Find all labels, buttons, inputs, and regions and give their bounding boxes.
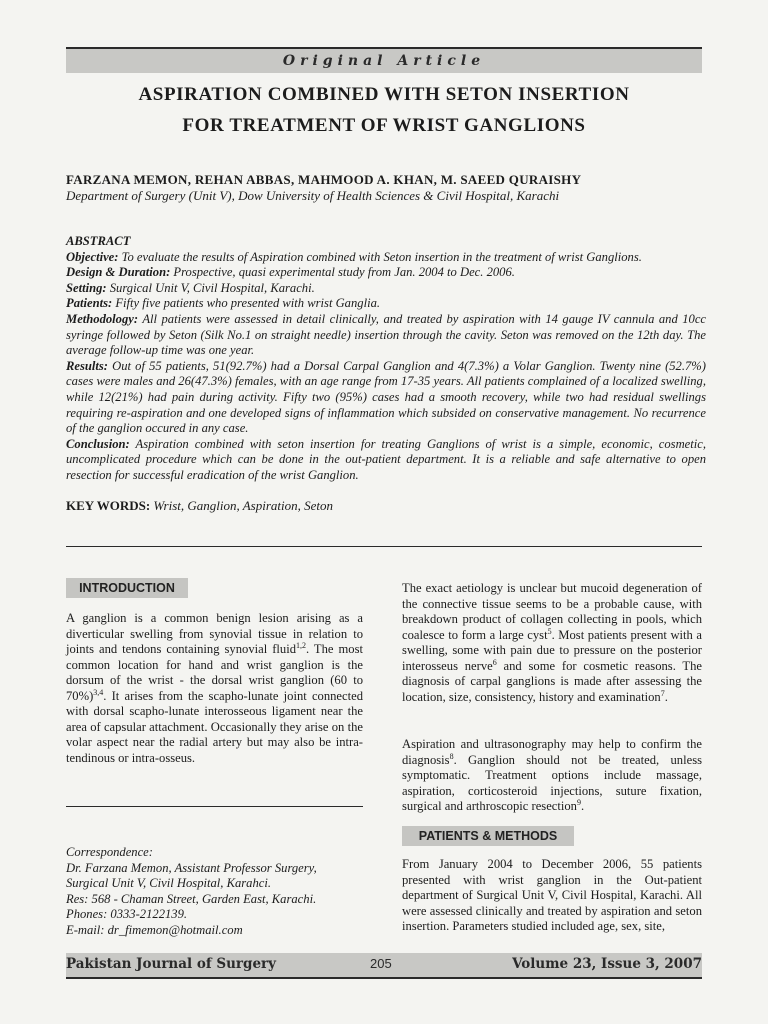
- conclusion-label: Conclusion:: [66, 436, 130, 451]
- treatment-text-2: . Ganglion should not be treated, unless symptomatic. Treatment options include massage, aspiration, corticosteroid injections, suture fixation, surgical and arthroscopic resection: [402, 752, 702, 813]
- abstract-conclusion: [66, 437, 706, 484]
- patients-text: Fifty five patients who presented with wrist Ganglia.: [112, 296, 381, 311]
- intro-text-1: A ganglion is a common benign lesion arising as a diverticular swelling from synovial tissue in relation to joints and tendons containing synovial fluid: [66, 611, 363, 656]
- methods-text: [402, 857, 702, 935]
- design-text: Prospective, quasi experimental study from Jan. 2004 to Dec. 2006.: [170, 265, 515, 280]
- introduction-heading: [66, 578, 188, 598]
- page-footer: [66, 953, 702, 979]
- ref-5: 5: [547, 626, 552, 636]
- aetiology-text-1: The exact aetiology is unclear but mucoid degeneration of the connective tissue seems to be a probable cause, with breakdown product of collagen collecting in pools, which coalesce to form a large cyst: [402, 581, 702, 642]
- correspondence-line: Surgical Unit V, Civil Hospital, Karahci.: [66, 876, 272, 891]
- volume-issue: Volume 23, Issue 3, 2007: [512, 956, 702, 972]
- article-type-banner: [66, 47, 702, 73]
- correspondence-email: E-mail: dr_fimemon@hotmail.com: [66, 922, 243, 937]
- ref-7: 7: [660, 688, 665, 698]
- section-divider: [66, 546, 702, 547]
- abstract-setting: [66, 281, 706, 297]
- intro-text-2: . The most common location for hand and wrist ganglion is the dorsum of the wrist - the dorsal wrist ganglion (60 to 70%): [66, 642, 363, 703]
- results-text: Out of 55 patients, 51(92.7%) had a Dorsal Carpal Ganglion and 4(7.3%) a Volar Ganglion. Twenty nine (52.7%) cases were males and 26(47.3%) females, with an age range from 17-35 years. All patients complained of a localized swelling, while 12(21%) had pain during activity. Fifty two (95%) cases had a smooth recovery, while two had residual swellings requiring re-aspiration and one developed signs of inflammation which subsided on conservative management. No recurrence of the ganglion occured in any case.: [66, 358, 706, 436]
- abstract-methodology: [66, 312, 706, 359]
- setting-label: Setting:: [66, 280, 107, 295]
- treatment-text-3: .: [580, 799, 585, 813]
- results-label: Results:: [66, 358, 108, 373]
- keywords-label: KEY WORDS:: [66, 498, 151, 513]
- keywords: [66, 498, 333, 514]
- treatment-text-1: Aspiration and ultrasonography may help to confirm the diagnosis: [402, 737, 702, 767]
- abstract: [66, 234, 706, 484]
- ref-8: 8: [449, 751, 454, 761]
- methods-paragraph: From January 2004 to December 2006, 55 patients presented with wrist ganglion in the Out-patient department of Surgical Unit V, Civil Hospital, Karachi. All were assessed clinically and treated by aspiration and seton insertion. Parameters studied included age, sex, site,: [402, 857, 702, 933]
- aetiology-text-2: . Most patients present with a swelling, some with pain due to pressure on the posterior interosseus nerve: [402, 627, 702, 673]
- correspondence-line: Phones: 0333-2122139.: [66, 907, 188, 922]
- abstract-objective: [66, 250, 706, 266]
- affiliation: Department of Surgery (Unit V), Dow University of Health Sciences & Civil Hospital, Karachi: [66, 188, 560, 203]
- abstract-heading: ABSTRACT: [66, 234, 131, 248]
- patients-methods-heading-label: PATIENTS & METHODS: [418, 829, 558, 843]
- journal-name: Pakistan Journal of Surgery: [66, 956, 277, 972]
- correspondence: [66, 845, 366, 939]
- correspondence-line: Dr. Farzana Memon, Assistant Professor Surgery,: [66, 860, 317, 875]
- methodology-text: All patients were assessed in detail clinically, and treated by aspiration with 14 gauge IV cannula and 10cc syringe followed by Seton (Silk No.1 on straight needle) insertion through the cavity. Seton was removed on the 12th day. The average follow-up time was one year.: [66, 311, 706, 358]
- correspondence-divider: [66, 806, 363, 807]
- ref-9: 9: [576, 797, 581, 807]
- patients-label: Patients:: [66, 296, 113, 311]
- abstract-results: [66, 359, 706, 437]
- aetiology-text-3: and some for cosmetic reasons. The diagnosis of carpal ganglions is made after assessing the location, size, consistency, history and examination: [402, 658, 702, 704]
- patients-methods-heading: [402, 826, 574, 846]
- ref-3-4: 3,4: [93, 687, 104, 697]
- aetiology-text: [402, 581, 702, 705]
- aetiology-text-4: .: [664, 689, 668, 704]
- design-label: Design & Duration:: [66, 265, 171, 280]
- intro-text-3: . It arises from the scapho-lunate joint connected with dorsal scapho-lunate interosseous ligament near the area of capsular attachment. Occasionally they arise on the volar aspect near the radial artery but may also be intra-tendinous or intra-osseus.: [66, 688, 363, 765]
- treatment-text: [402, 737, 702, 815]
- title-line-2: FOR TREATMENT OF WRIST GANGLIONS: [182, 115, 586, 136]
- ref-6: 6: [492, 657, 497, 667]
- introduction-heading-label: INTRODUCTION: [79, 581, 175, 595]
- objective-label: Objective:: [66, 249, 119, 264]
- setting-text: Surgical Unit V, Civil Hospital, Karachi.: [106, 280, 315, 295]
- ref-1-2: 1,2: [296, 640, 306, 650]
- abstract-patients: [66, 296, 706, 312]
- page-number: 205: [370, 956, 392, 971]
- objective-text: To evaluate the results of Aspiration combined with Seton insertion in the treatment of wrist Ganglions.: [118, 249, 642, 264]
- abstract-design: [66, 265, 706, 281]
- keywords-text: Wrist, Ganglion, Aspiration, Seton: [150, 498, 334, 513]
- article-type-label: Original Article: [282, 53, 486, 69]
- methodology-label: Methodology:: [66, 311, 139, 326]
- introduction-text: [66, 611, 363, 766]
- authors: FARZANA MEMON, REHAN ABBAS, MAHMOOD A. KHAN, M. SAEED QURAISHY: [66, 172, 582, 187]
- title-line-1: ASPIRATION COMBINED WITH SETON INSERTION: [138, 84, 630, 105]
- conclusion-text: Aspiration combined with seton insertion for treating Ganglions of wrist is a simple, economic, cosmetic, uncomplicated procedure which can be done in the out-patient department. It is a reliable and safe alternative to open resection for successful eradication of the wrist Ganglion.: [66, 436, 706, 482]
- correspondence-heading: Correspondence:: [66, 845, 153, 859]
- correspondence-line: Res: 568 - Chaman Street, Garden East, Karachi.: [66, 891, 317, 906]
